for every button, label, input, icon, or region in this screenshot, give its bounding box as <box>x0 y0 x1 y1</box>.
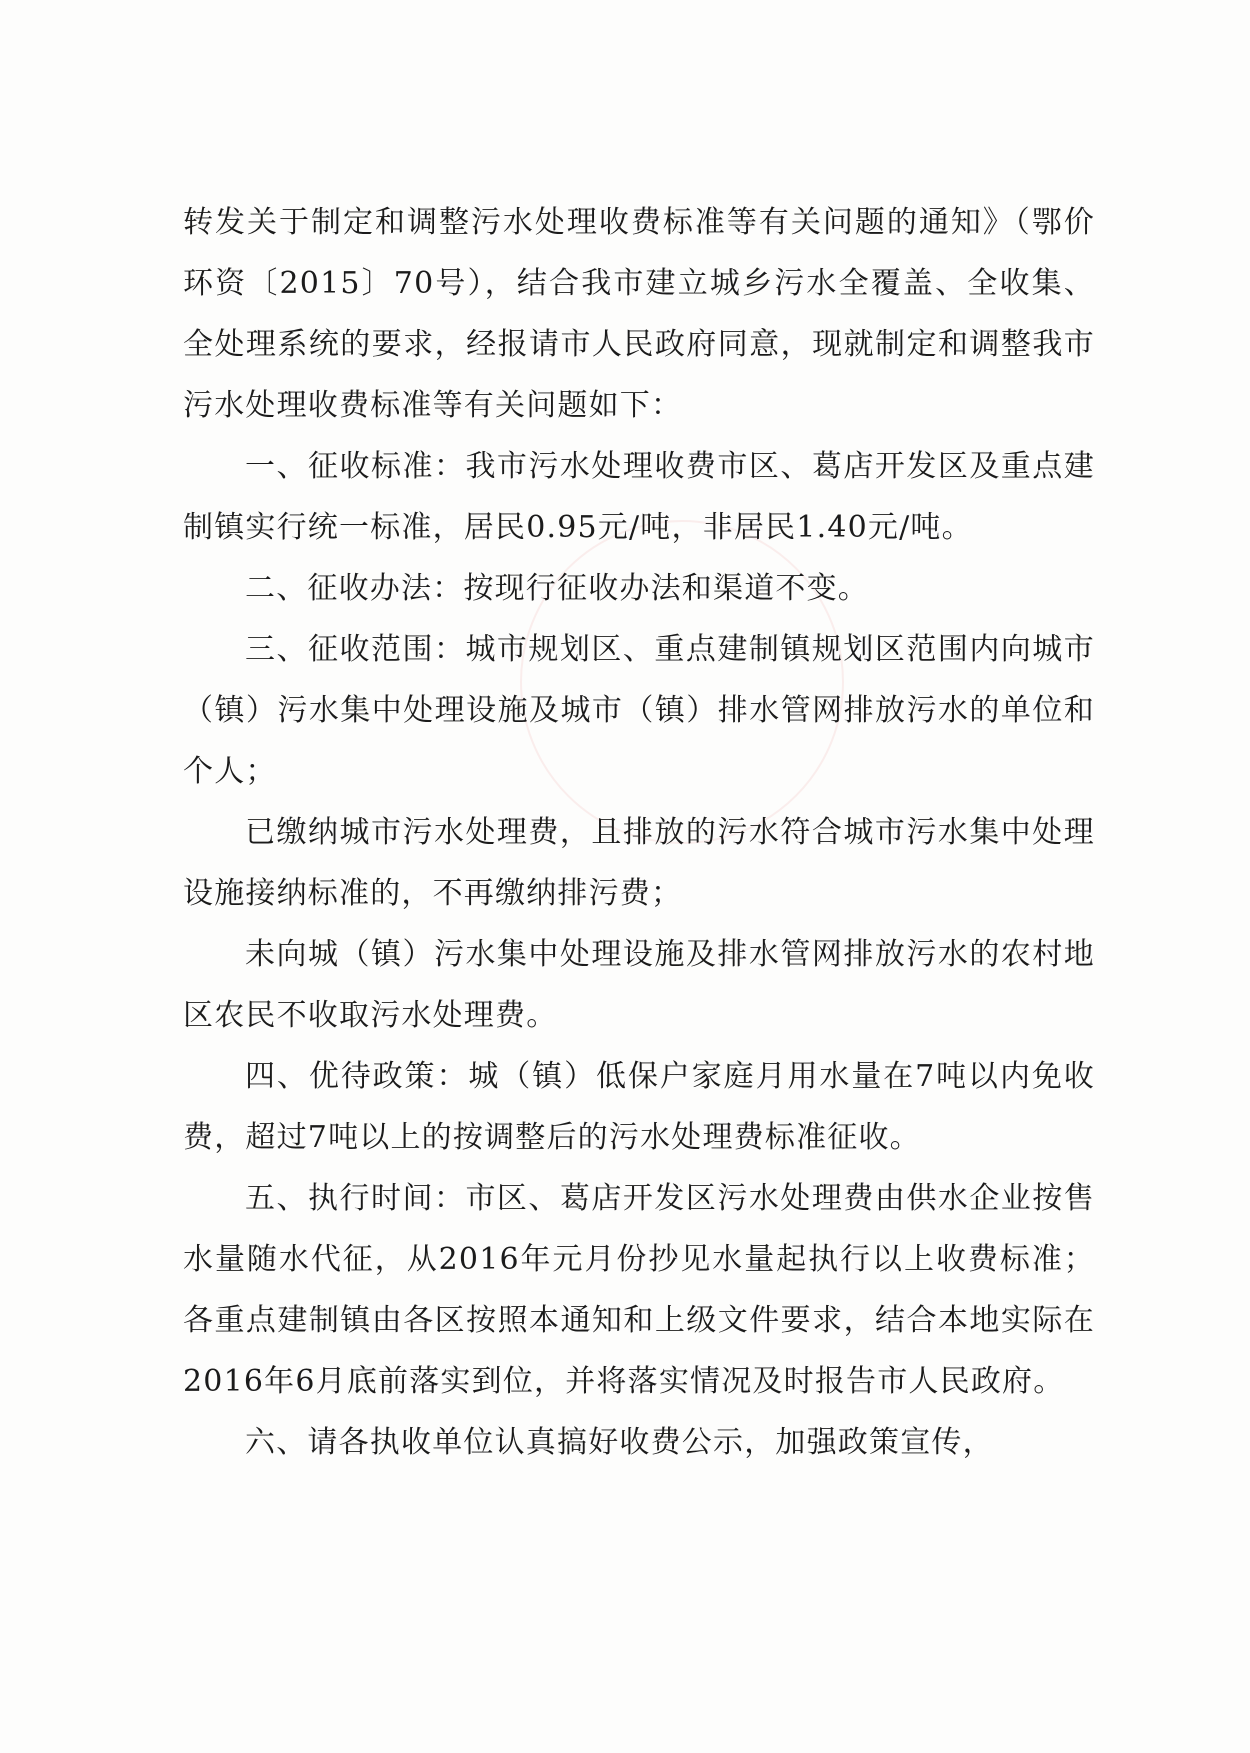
paragraph-collection-method: 二、征收办法：按现行征收办法和渠道不变。 <box>245 571 869 606</box>
paragraph-intro-continued: 转发关于制定和调整污水处理收费标准等有关问题的通知》（鄂价环资〔2015〕70号），结合我市建立城乡污水全覆盖、全收集、全处理系统的要求，经报请市人民政府同意，现就制定和调整我市污水处理收费标准等有关问题如下： <box>183 205 1095 423</box>
paragraph-preferential-policy: 四、优待政策：城（镇）低保户家庭月用水量在7吨以内免收费，超过7吨以上的按调整后的污水处理费标准征收。 <box>183 1059 1095 1155</box>
paragraph-collection-scope: 三、征收范围：城市规划区、重点建制镇规划区范围内向城市（镇）污水集中处理设施及城市（镇）排水管网排放污水的单位和个人； <box>183 632 1095 789</box>
paragraph-collection-standard: 一、征收标准：我市污水处理收费市区、葛店开发区及重点建制镇实行统一标准，居民0.95元/吨，非居民1.40元/吨。 <box>183 449 1095 545</box>
paragraph-rural-exemption: 未向城（镇）污水集中处理设施及排水管网排放污水的农村地区农民不收取污水处理费。 <box>183 937 1095 1033</box>
document-body <box>183 192 1095 1473</box>
paragraph-publicity: 六、请各执收单位认真搞好收费公示，加强政策宣传， <box>245 1425 994 1460</box>
paragraph-effective-time: 五、执行时间：市区、葛店开发区污水处理费由供水企业按售水量随水代征，从2016年元月份抄见水量起执行以上收费标准；各重点建制镇由各区按照本通知和上级文件要求，结合本地实际在2016年6月底前落实到位，并将落实情况及时报告市人民政府。 <box>183 1181 1095 1399</box>
paragraph-paid-exemption: 已缴纳城市污水处理费，且排放的污水符合城市污水集中处理设施接纳标准的，不再缴纳排污费； <box>183 815 1095 911</box>
